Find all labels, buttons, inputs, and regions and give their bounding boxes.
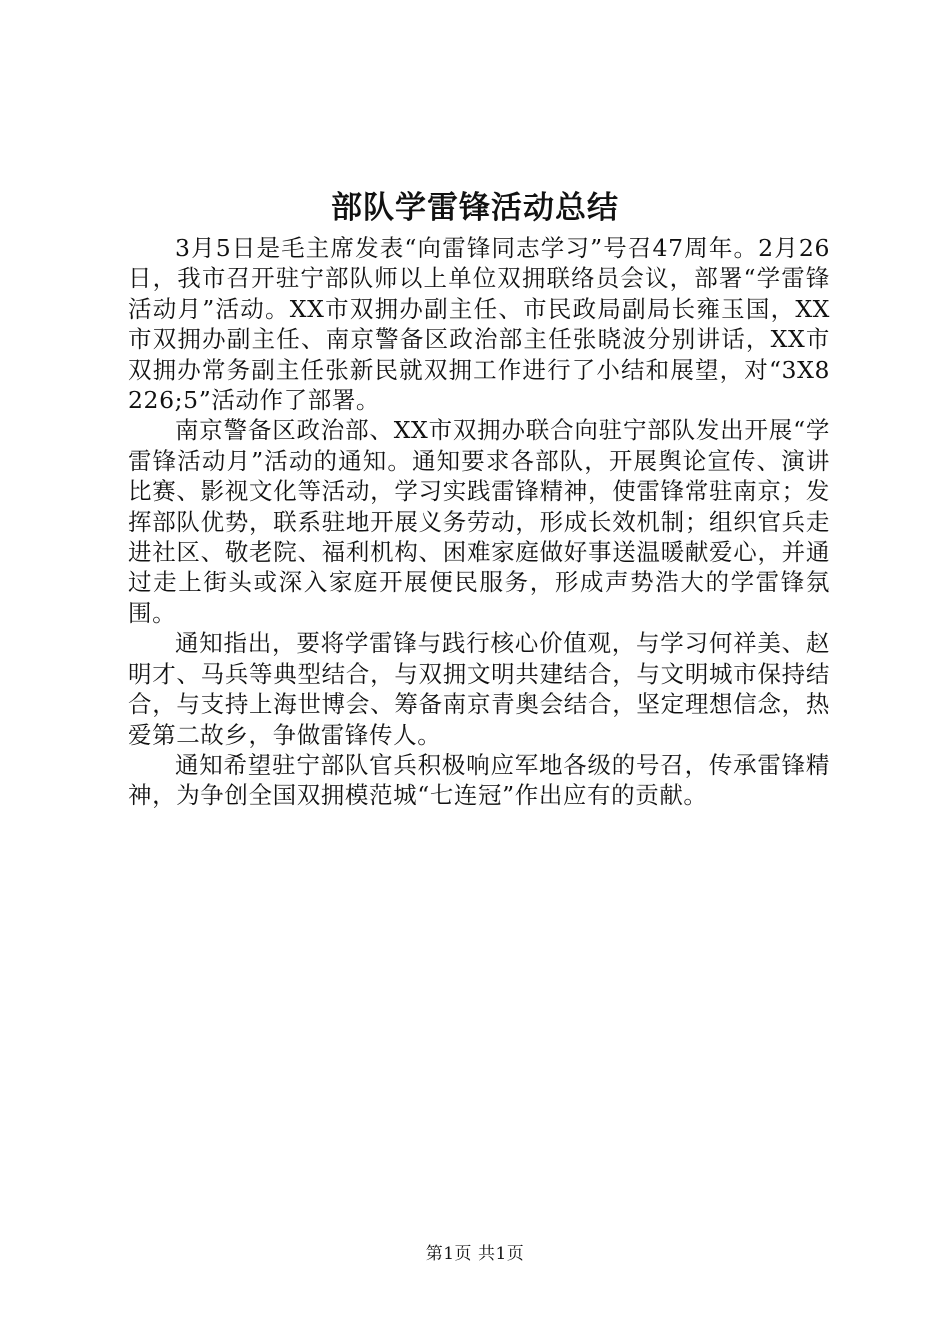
paragraph-3: 通知指出，要将学雷锋与践行核心价值观，与学习何祥美、赵明才、马兵等典型结合，与双拥文明共建结合，与文明城市保持结合，与支持上海世博会、筹备南京青奥会结合，坚定理想信念，热爱第二故乡，争做雷锋传人。 [128, 629, 830, 749]
paragraph-2: 南京警备区政治部、XX市双拥办联合向驻宁部队发出开展“学雷锋活动月”活动的通知。通知要求各部队，开展舆论宣传、演讲比赛、影视文化等活动，学习实践雷锋精神，使雷锋常驻南京；发挥部队优势，联系驻地开展义务劳动，形成长效机制；组织官兵走进社区、敬老院、福利机构、困难家庭做好事送温暖献爱心，并通过走上街头或深入家庭开展便民服务，形成声势浩大的学雷锋氛围。 [128, 416, 830, 627]
paragraph-1: 3月5日是毛主席发表“向雷锋同志学习”号召47周年。2月26日，我市召开驻宁部队师以上单位双拥联络员会议，部署“学雷锋活动月”活动。XX市双拥办副主任、市民政局副局长雍玉国，XX市双拥办副主任、南京警备区政治部主任张晓波分别讲话，XX市双拥办常务副主任张新民就双拥工作进行了小结和展望，对“3X8226;5”活动作了部署。 [128, 234, 830, 415]
paragraph-4: 通知希望驻宁部队官兵积极响应军地各级的号召，传承雷锋精神，为争创全国双拥模范城“七连冠”作出应有的贡献。 [128, 750, 830, 810]
document-title: 部队学雷锋活动总结 [331, 190, 619, 226]
page-number-footer: 第1页 共1页 [425, 1244, 525, 1264]
document-body [128, 233, 830, 811]
